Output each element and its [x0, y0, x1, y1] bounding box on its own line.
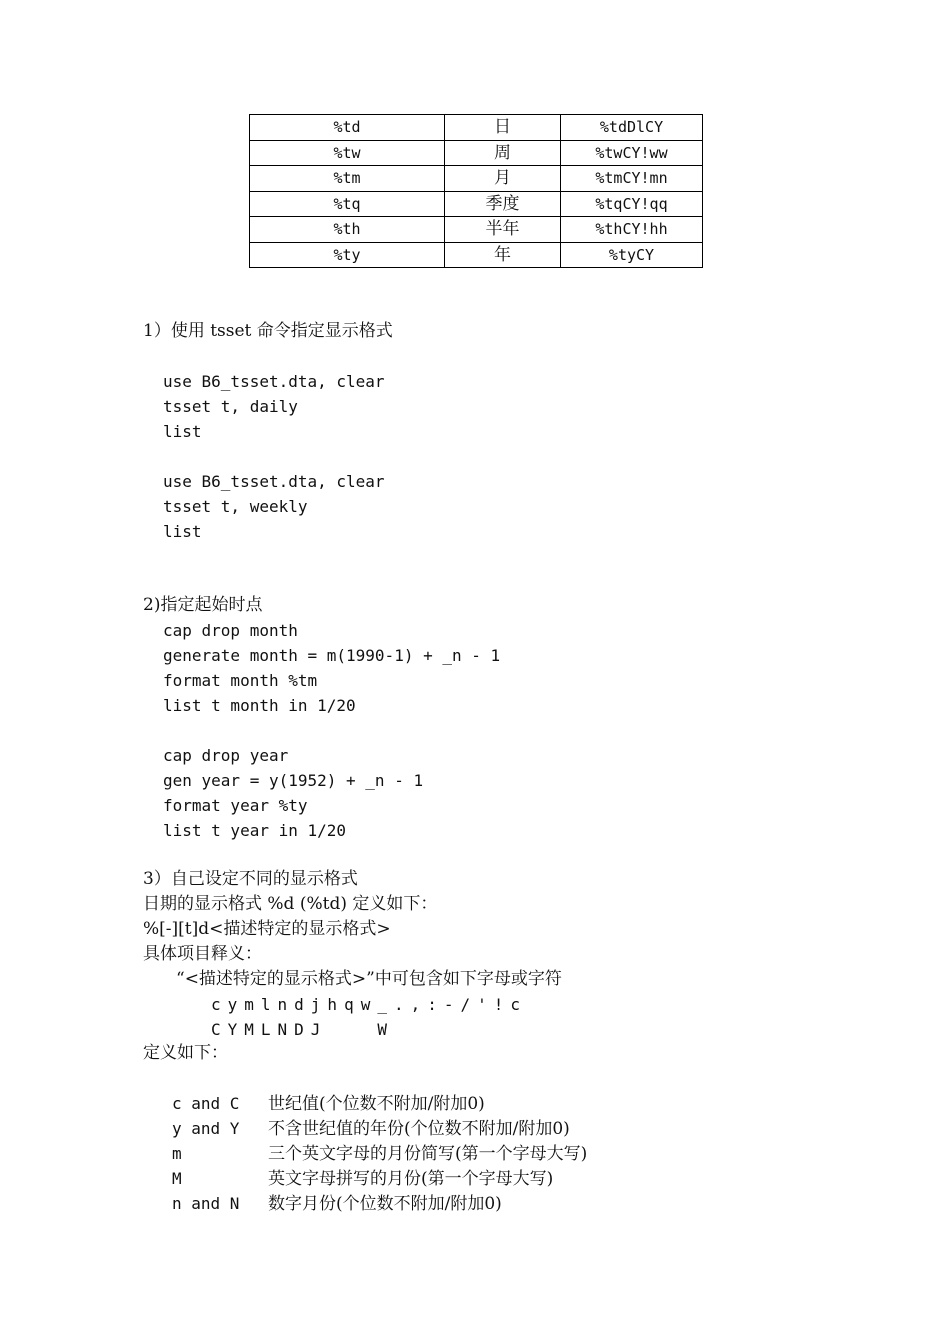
format-example: %tdDlCY: [561, 115, 703, 141]
section3-heading: 3）自己设定不同的显示格式: [143, 869, 358, 889]
definition-row: [172, 1091, 485, 1116]
text-line: %[-][t]d<描述特定的显示格式>: [143, 919, 391, 939]
table-row: [250, 242, 703, 268]
format-code: %tm: [250, 166, 445, 192]
text-line: 具体项目释义：: [143, 944, 262, 964]
format-table: [249, 114, 703, 268]
code-line: list: [163, 422, 202, 441]
table-row: [250, 217, 703, 243]
code-line: tsset t, daily: [163, 397, 298, 416]
code-line: generate month = m(1990-1) + _n - 1: [163, 646, 501, 665]
definition-key: c and C: [172, 1094, 240, 1113]
time-unit: 季度: [445, 191, 561, 217]
definition-row: [172, 1191, 502, 1216]
code-line: format month %tm: [163, 671, 318, 690]
format-code: %td: [250, 115, 445, 141]
format-chars-lower: cymlndjhqw_.,:-/'!c: [211, 995, 528, 1014]
format-chars-upper: CYMLNDJ W: [211, 1020, 394, 1039]
definition-row: [172, 1116, 570, 1141]
code-line: use B6_tsset.dta, clear: [163, 372, 385, 391]
section2-heading: 2)指定起始时点: [143, 595, 263, 615]
format-example: %twCY!ww: [561, 140, 703, 166]
code-line: format year %ty: [163, 796, 308, 815]
table-row: [250, 115, 703, 141]
table-row: [250, 140, 703, 166]
definition-desc: 不含世纪值的年份(个位数不附加/附加0): [268, 1119, 570, 1139]
definition-desc: 世纪值(个位数不附加/附加0): [268, 1094, 485, 1114]
table-row: [250, 166, 703, 192]
definition-key: n and N: [172, 1194, 240, 1213]
format-example: %tmCY!mn: [561, 166, 703, 192]
code-line: cap drop month: [163, 621, 298, 640]
definition-desc: 三个英文字母的月份简写(第一个字母大写): [268, 1144, 588, 1164]
text-line: 日期的显示格式 %d (%td) 定义如下：: [143, 894, 438, 914]
code-line: gen year = y(1952) + _n - 1: [163, 771, 424, 790]
format-code: %ty: [250, 242, 445, 268]
format-example: %thCY!hh: [561, 217, 703, 243]
format-example: %tyCY: [561, 242, 703, 268]
section1-heading: 1）使用 tsset 命令指定显示格式: [143, 321, 393, 341]
time-unit: 周: [445, 140, 561, 166]
code-line: list: [163, 522, 202, 541]
time-unit: 日: [445, 115, 561, 141]
time-unit: 月: [445, 166, 561, 192]
definition-key: M: [172, 1169, 182, 1188]
code-line: use B6_tsset.dta, clear: [163, 472, 385, 491]
format-example: %tqCY!qq: [561, 191, 703, 217]
definition-row: [172, 1166, 553, 1191]
format-code: %th: [250, 217, 445, 243]
code-line: list t month in 1/20: [163, 696, 356, 715]
definition-key: m: [172, 1144, 182, 1163]
time-unit: 年: [445, 242, 561, 268]
format-code: %tw: [250, 140, 445, 166]
text-line: 定义如下：: [143, 1043, 228, 1063]
definition-desc: 数字月份(个位数不附加/附加0): [268, 1194, 502, 1214]
definition-desc: 英文字母拼写的月份(第一个字母大写): [268, 1169, 554, 1189]
code-line: tsset t, weekly: [163, 497, 308, 516]
time-unit: 半年: [445, 217, 561, 243]
code-line: cap drop year: [163, 746, 289, 765]
format-code: %tq: [250, 191, 445, 217]
definition-key: y and Y: [172, 1119, 240, 1138]
table-row: [250, 191, 703, 217]
text-line: “<描述特定的显示格式>”中可包含如下字母或字符: [176, 969, 562, 989]
definition-row: [172, 1141, 587, 1166]
code-line: list t year in 1/20: [163, 821, 347, 840]
